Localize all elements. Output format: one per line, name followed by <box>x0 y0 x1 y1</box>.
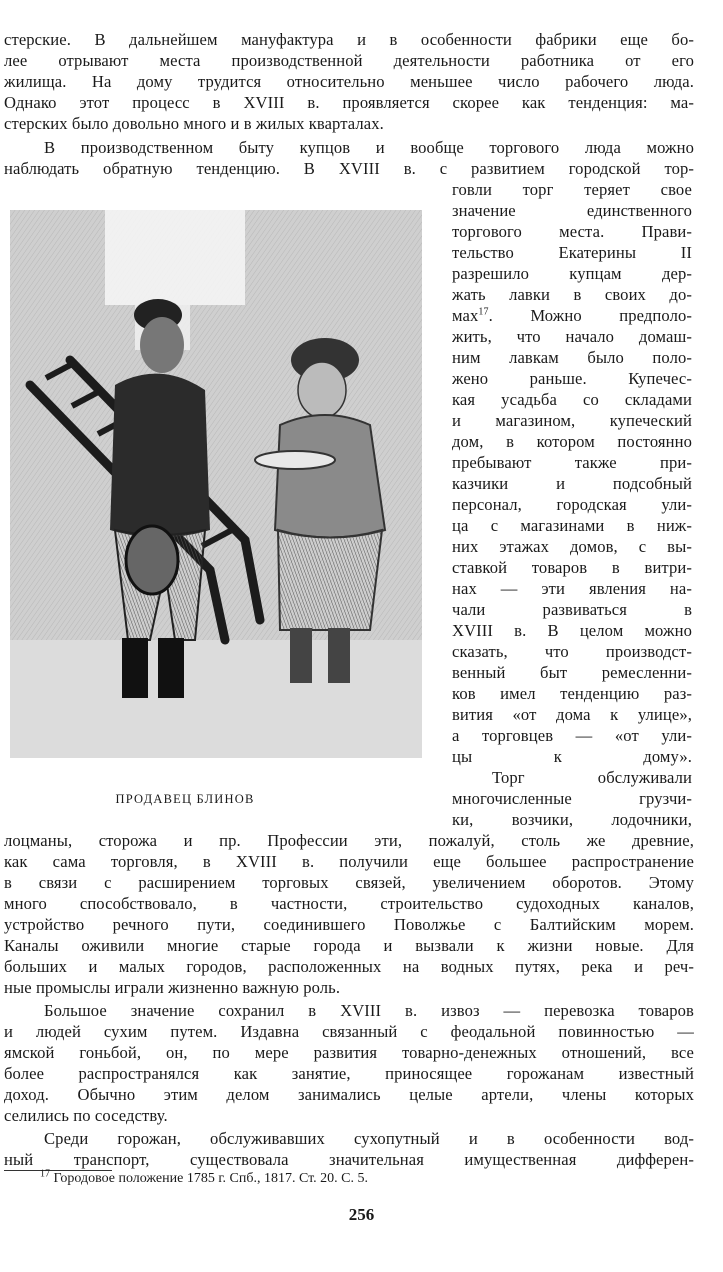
text-line: более распространялся как занятие, приносящее горожанам известный <box>4 1064 694 1083</box>
footnote-text: Городовое положение 1785 г. Спб., 1817. Ст. 20. С. 5. <box>53 1171 369 1186</box>
text-line: больших и малых городов, расположенных на водных путях, река и реч- <box>4 957 694 976</box>
text-line: стерские. В дальнейшем мануфактура и в особенности фабрики еще бо- <box>4 30 694 49</box>
column-line: торгового места. Прави- <box>452 222 692 241</box>
text-line: В производственном быту купцов и вообще торгового люда можно <box>44 138 694 157</box>
text-line: доход. Обычно этим делом занимались целые артели, члены которых <box>4 1085 694 1104</box>
column-line: тельство Екатерины II <box>452 243 692 262</box>
text-line: ямской гоньбой, он, по мере развития товарно-денежных отношений, все <box>4 1043 694 1062</box>
text-line: ный транспорт, существовала значительная имущественная дифферен- <box>4 1150 694 1169</box>
column-line: казчики и подсобный <box>452 474 692 493</box>
text-line: Однако этот процесс в XVIII в. проявляется скорее как тенденция: ма- <box>4 93 694 112</box>
column-line: пребывают также при- <box>452 453 692 472</box>
text-line: Каналы оживили многие старые города и вызвали к жизни новые. Для <box>4 936 694 955</box>
column-line: жить, что начало домаш- <box>452 327 692 346</box>
text-line: лее отрывают места производственной деятельности работника от его <box>4 51 694 70</box>
text-line: Среди горожан, обслуживавших сухопутный и в особенности вод- <box>44 1129 694 1148</box>
column-line: дом, в котором постоянно <box>452 432 692 451</box>
column-line: ца с магазинами в ниж- <box>452 516 692 535</box>
text-line: много способствовало, в частности, строительство судоходных каналов, <box>4 894 694 913</box>
column-line: а торговцев — «от ули- <box>452 726 692 745</box>
footnote-number: 17 <box>40 1168 50 1180</box>
figure-caption: ПРОДАВЕЦ БЛИНОВ <box>115 792 255 806</box>
column-line: многочисленные грузчи- <box>452 789 692 808</box>
text-line: стерских было довольно много и в жилых кварталах. <box>4 114 384 133</box>
text-line: устройство речного пути, соединившего Поволжье с Балтийским морем. <box>4 915 694 934</box>
text-line: наблюдать обратную тенденцию. В XVIII в. с развитием городской тор- <box>4 159 694 178</box>
footnote-ref[interactable]: 17 <box>478 306 489 318</box>
page-number: 256 <box>348 1205 375 1224</box>
column-line: цы к дому». <box>452 747 692 766</box>
column-line: ним лавкам было поло- <box>452 348 692 367</box>
column-line: говли торг теряет свое <box>452 180 692 199</box>
text-line: селились по соседству. <box>4 1106 168 1125</box>
column-line: разрешило купцам дер- <box>452 264 692 283</box>
footnote <box>40 1170 368 1188</box>
column-line: и магазином, купеческий <box>452 411 692 430</box>
column-line: жать лавки в своих до- <box>452 285 692 304</box>
column-line: венный быт ремесленни- <box>452 663 692 682</box>
text-run: . Можно предполо- <box>488 306 692 325</box>
text-line: в связи с расширением торговых связей, увеличением оборотов. Этому <box>4 873 694 892</box>
column-line <box>452 306 692 326</box>
column-line: чали развиваться в <box>452 600 692 619</box>
column-line: ков имел тенденцию раз- <box>452 684 692 703</box>
text-run: мах <box>452 306 479 325</box>
column-line: персонал, городская ули- <box>452 495 692 514</box>
column-line: жено раньше. Купечес- <box>452 369 692 388</box>
column-line: значение единственного <box>452 201 692 220</box>
illustration-pancake-seller <box>10 210 422 758</box>
column-line: Торг обслуживали <box>492 768 692 787</box>
column-line: нах — эти явления на- <box>452 579 692 598</box>
column-line: сказать, что производст- <box>452 642 692 661</box>
column-line: них этажах домов, с вы- <box>452 537 692 556</box>
text-line: лоцманы, сторожа и пр. Профессии эти, пожалуй, столь же древние, <box>4 831 694 850</box>
text-line: ные промыслы играли жизненно важную роль. <box>4 978 341 997</box>
engraving-image <box>10 210 422 758</box>
text-line: как сама торговля, в XVIII в. получили еще большее распространение <box>4 852 694 871</box>
text-line: Большое значение сохранил в XVIII в. извоз — перевозка товаров <box>44 1001 694 1020</box>
column-line: кая усадьба со складами <box>452 390 692 409</box>
column-line: ставкой товаров в витри- <box>452 558 692 577</box>
text-line: жилища. На дому трудится относительно меньшее число рабочего люда. <box>4 72 694 91</box>
column-line: XVIII в. В целом можно <box>452 621 692 640</box>
column-line: ки, возчики, лодочники, <box>452 810 692 829</box>
column-line: вития «от дома к улице», <box>452 705 692 724</box>
text-line: и людей сухим путем. Издавна связанный с феодальной повинностью — <box>4 1022 694 1041</box>
